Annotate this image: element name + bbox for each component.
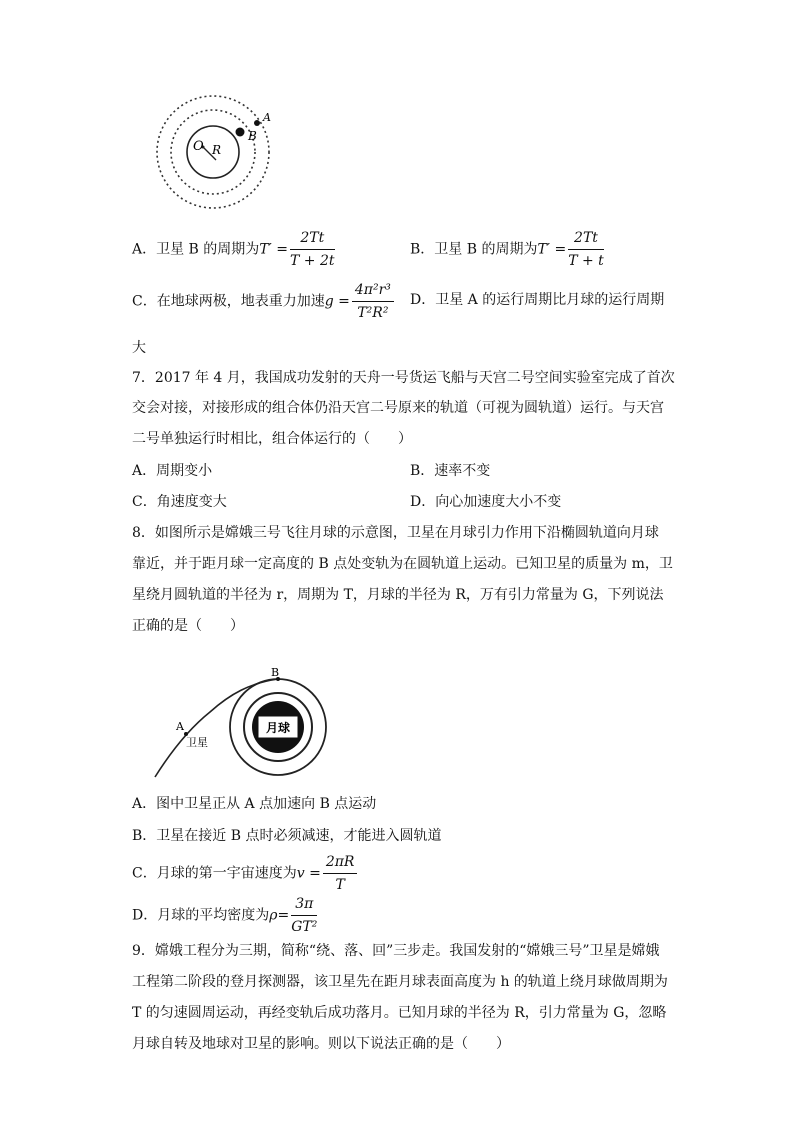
q7-line-1: 7．2017 年 4 月，我国成功发射的天舟一号货运飞船与天宫二号空间实验室完成了首次	[132, 370, 675, 386]
q7-line-2: 交会对接，对接形成的组合体仍沿天宫二号原来的轨道（可视为圆轨道）运行。与天宫	[132, 400, 664, 416]
satellite-a	[254, 120, 260, 126]
q8-option-b: B．卫星在接近 B 点时必须减速，才能进入圆轨道	[132, 828, 442, 844]
q7-option-b: B．速率不变	[410, 463, 491, 479]
label-point-a: A	[176, 720, 184, 733]
q8-line-3: 星绕月圆轨道的半径为 r，周期为 T，月球的半径为 R，万有引力常量为 G，下列说法	[132, 587, 664, 603]
q6-optC-fraction: $\frac{\text{4π²r³}}{\text{T²R²}}$	[352, 280, 394, 323]
q9-line-2: 工程第二阶段的登月探测器，该卫星先在距月球表面高度为 h 的轨道上绕月球做周期为	[132, 974, 668, 990]
label-r: R	[212, 143, 222, 157]
label-o: O	[193, 139, 204, 154]
q8-optD-fraction: $\frac{3\pi}{\text{GT²}}$	[291, 896, 318, 935]
q6-optB-fraction: $\frac{2Tt}{T + t}$	[568, 230, 604, 269]
q8-line-1: 8．如图所示是嫦娥三号飞往月球的示意图，卫星在月球引力作用下沿椭圆轨道向月球	[132, 525, 659, 541]
q8-option-c: C．月球的第一宇宙速度为v = $\frac{2\pi R}{T}$	[132, 852, 357, 895]
satellite-b	[236, 128, 245, 137]
q9-line-3: T 的匀速圆周运动，再经变轨后成功落月。已知月球的半径为 R，引力常量为 G，忽略	[132, 1005, 667, 1021]
moon-label: 月球	[265, 721, 291, 735]
q6-option-c: C．在地球两极，地表重力加速g = $\frac{\text{4π²r³}}{\text{T²R²}}$	[132, 280, 394, 323]
q8-line-2: 靠近，并于距月球一定高度的 B 点处变轨为在圆轨道上运动。已知卫星的质量为 m，卫	[132, 556, 673, 572]
label-b: B	[248, 129, 257, 143]
moon-orbit-figure	[150, 650, 340, 780]
q7-option-c: C．角速度变大	[132, 494, 227, 510]
q9-line-1: 9．嫦娥工程分为三期，简称“绕、落、回”三步走。我国发射的“嫦娥三号”卫星是嫦娥	[132, 943, 660, 959]
q8-option-d: D．月球的平均密度为ρ= $\frac{3\pi}{\text{GT²}}$	[132, 896, 318, 935]
q6-option-b: B．卫星 B 的周期为T′ = $\frac{2Tt}{T + t}$	[410, 230, 604, 269]
q8-optC-fraction: $\frac{2\pi R}{T}$	[323, 852, 358, 895]
label-a: A	[263, 111, 271, 124]
q8-line-4: 正确的是（ ）	[132, 618, 244, 634]
q9-line-4: 月球自转及地球对卫星的影响。则以下说法正确的是（ ）	[132, 1036, 510, 1052]
q6-option-a: A．卫星 B 的周期为T′ = $\frac{2Tt}{T + 2t}$	[132, 230, 335, 269]
q7-option-a: A．周期变小	[132, 463, 213, 479]
q7-line-3: 二号单独运行时相比，组合体运行的（ ）	[132, 431, 412, 447]
q6-optA-fraction: $\frac{2Tt}{T + 2t}$	[290, 230, 335, 269]
q6-option-d: D．卫星 A 的运行周期比月球的运行周期	[410, 292, 665, 308]
q6-option-d-continued: 大	[132, 340, 146, 356]
label-point-b: B	[271, 666, 280, 679]
q7-option-d: D．向心加速度大小不变	[410, 494, 562, 510]
q8-option-a: A．图中卫星正从 A 点加速向 B 点运动	[132, 796, 377, 812]
orbit-figure	[140, 92, 280, 210]
label-satellite: 卫星	[186, 736, 208, 749]
